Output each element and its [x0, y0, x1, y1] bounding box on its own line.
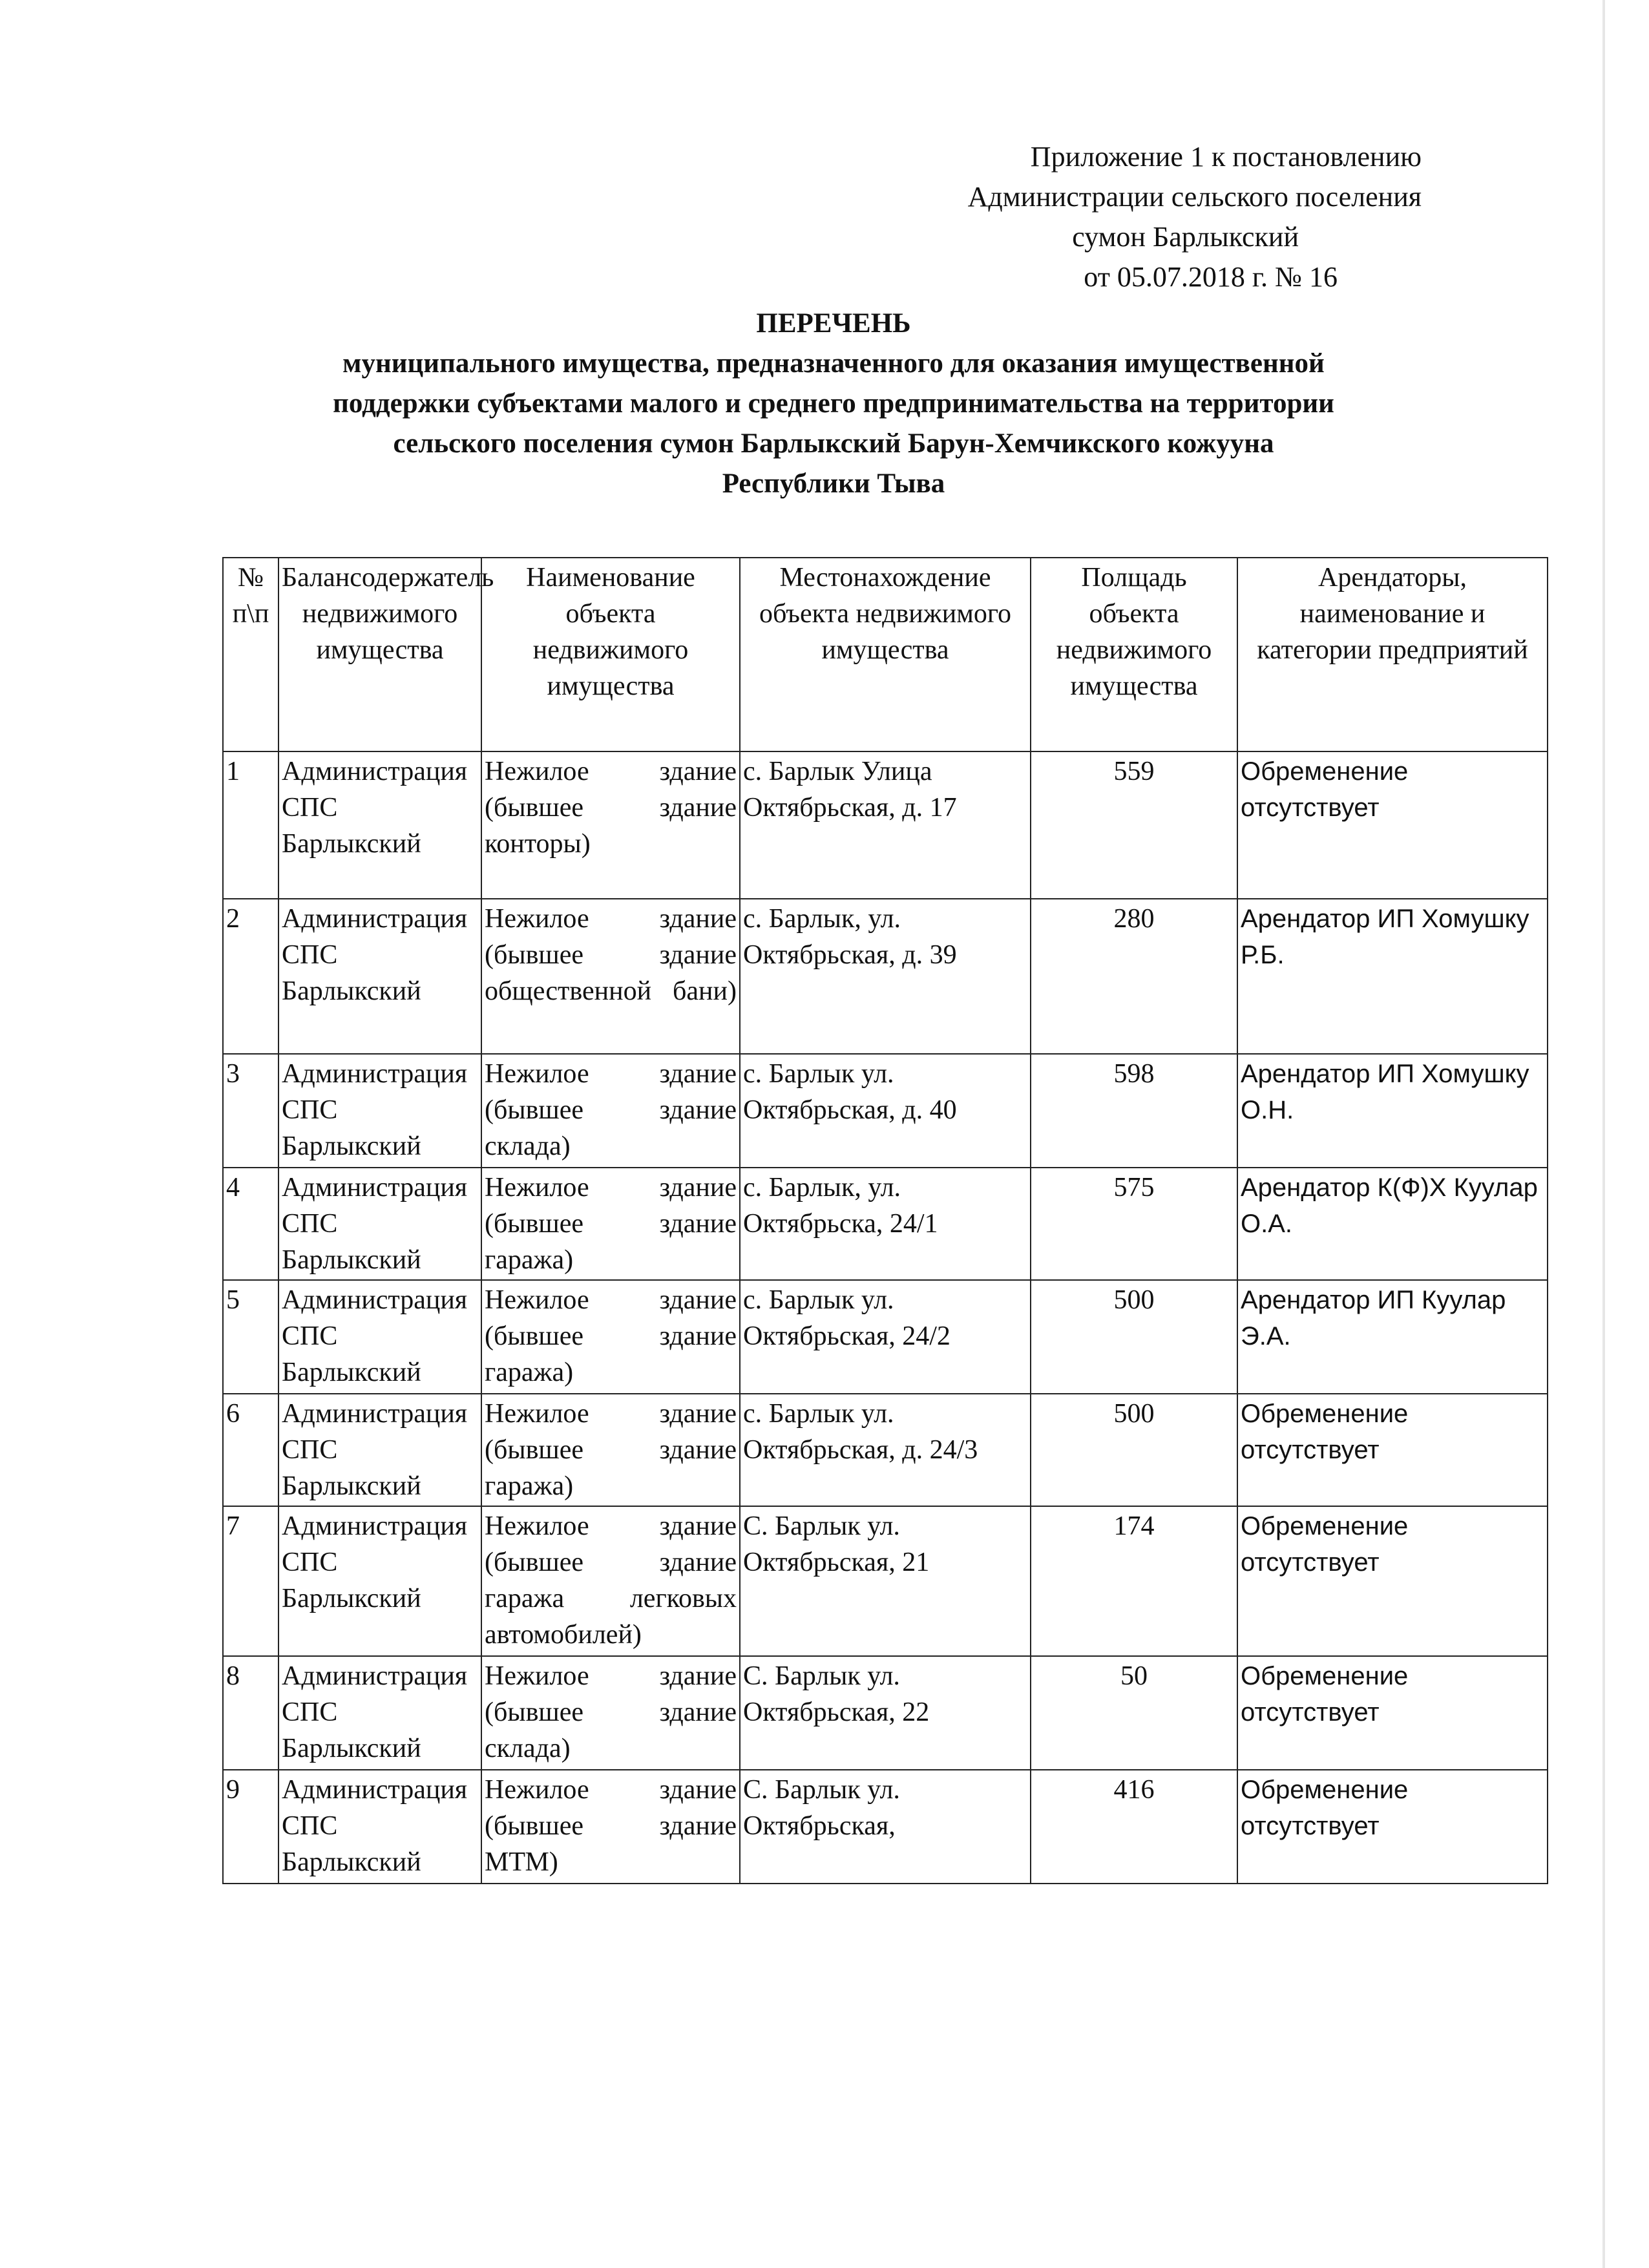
cell-area: 416	[1031, 1770, 1237, 1884]
cell-name: Нежилое здание (бывшее здание конторы)	[481, 751, 740, 899]
cell-area: 598	[1031, 1054, 1237, 1168]
cell-location: с. Барлык, ул. Октябрьская, д. 39	[740, 899, 1031, 1054]
cell-location: с. Барлык ул. Октябрьская, д. 24/3	[740, 1394, 1031, 1506]
cell-tenant: Арендатор ИП Хомушку О.Н.	[1237, 1054, 1548, 1168]
table-row	[223, 1506, 1548, 1656]
cell-location: с. Барлык ул. Октябрьская, 24/2	[740, 1280, 1031, 1394]
cell-num: 4	[223, 1168, 278, 1280]
cell-holder: Администрация СПС Барлыкский	[278, 1656, 481, 1770]
scan-edge-line	[1602, 0, 1605, 2268]
cell-holder: Администрация СПС Барлыкский	[278, 1506, 481, 1656]
cell-holder: Администрация СПС Барлыкский	[278, 1168, 481, 1280]
cell-tenant: Обременение отсутствует	[1237, 1506, 1548, 1656]
cell-tenant: Обременение отсутствует	[1237, 1770, 1548, 1884]
cell-tenant: Арендатор ИП Куулар Э.А.	[1237, 1280, 1548, 1394]
cell-name: Нежилое здание (бывшее здание склада)	[481, 1054, 740, 1168]
cell-name: Нежилое здание (бывшее здание гаража)	[481, 1168, 740, 1280]
cell-name: Нежилое здание (бывшее здание общественной бани)	[481, 899, 740, 1054]
appendix-note	[879, 137, 1422, 297]
cell-holder: Администрация СПС Барлыкский	[278, 1280, 481, 1394]
title-line: поддержки субъектами малого и среднего предпринимательства на территории	[333, 388, 1334, 419]
table-row	[223, 1054, 1548, 1168]
cell-holder: Администрация СПС Барлыкский	[278, 1394, 481, 1506]
cell-num: 3	[223, 1054, 278, 1168]
cell-name: Нежилое здание (бывшее здание гаража)	[481, 1394, 740, 1506]
cell-num: 2	[223, 899, 278, 1054]
cell-holder: Администрация СПС Барлыкский	[278, 751, 481, 899]
cell-location: С. Барлык ул. Октябрьская, 22	[740, 1656, 1031, 1770]
cell-location: С. Барлык ул. Октябрьская, 21	[740, 1506, 1031, 1656]
title-line: муниципального имущества, предназначенного для оказания имущественной	[342, 348, 1325, 379]
title-heading: ПЕРЕЧЕНЬ	[756, 308, 911, 339]
table-header-row	[223, 558, 1548, 751]
cell-num: 7	[223, 1506, 278, 1656]
cell-location: С. Барлык ул. Октябрьская,	[740, 1770, 1031, 1884]
header-num: № п\п	[223, 558, 278, 751]
title-line: сельского поселения сумон Барлыкский Барун-Хемчикского кожууна	[393, 428, 1274, 459]
header-location: Местонахождение объекта недвижимого имущества	[740, 558, 1031, 751]
appendix-line: от 05.07.2018 г. № 16	[1084, 261, 1338, 293]
cell-tenant: Обременение отсутствует	[1237, 1394, 1548, 1506]
cell-name: Нежилое здание (бывшее здание склада)	[481, 1656, 740, 1770]
cell-tenant: Обременение отсутствует	[1237, 751, 1548, 899]
cell-num: 9	[223, 1770, 278, 1884]
appendix-line: сумон Барлыкский	[1072, 221, 1299, 253]
cell-tenant: Арендатор ИП Хомушку Р.Б.	[1237, 899, 1548, 1054]
cell-location: с. Барлык ул. Октябрьская, д. 40	[740, 1054, 1031, 1168]
table-row	[223, 1656, 1548, 1770]
appendix-line: Администрации сельского поселения	[967, 181, 1422, 213]
table-row	[223, 1770, 1548, 1884]
header-tenant: Арендаторы, наименование и категории предприятий	[1237, 558, 1548, 751]
cell-area: 174	[1031, 1506, 1237, 1656]
cell-num: 1	[223, 751, 278, 899]
cell-num: 8	[223, 1656, 278, 1770]
table-row	[223, 1394, 1548, 1506]
cell-holder: Администрация СПС Барлыкский	[278, 1054, 481, 1168]
appendix-line: Приложение 1 к постановлению	[1030, 141, 1422, 173]
cell-location: с. Барлык, ул. Октябрьска, 24/1	[740, 1168, 1031, 1280]
property-table	[222, 557, 1548, 1884]
cell-name: Нежилое здание (бывшее здание МТМ)	[481, 1770, 740, 1884]
cell-name: Нежилое здание (бывшее здание гаража)	[481, 1280, 740, 1394]
cell-num: 5	[223, 1280, 278, 1394]
cell-tenant: Обременение отсутствует	[1237, 1656, 1548, 1770]
cell-area: 575	[1031, 1168, 1237, 1280]
table-row	[223, 1168, 1548, 1280]
cell-area: 280	[1031, 899, 1237, 1054]
cell-num: 6	[223, 1394, 278, 1506]
cell-area: 559	[1031, 751, 1237, 899]
table-row	[223, 899, 1548, 1054]
header-area: Полщадь объекта недвижимого имущества	[1031, 558, 1237, 751]
cell-area: 500	[1031, 1280, 1237, 1394]
header-name: Наименование объекта недвижимого имущества	[481, 558, 740, 751]
table-row	[223, 1280, 1548, 1394]
cell-tenant: Арендатор К(Ф)Х Куулар О.А.	[1237, 1168, 1548, 1280]
cell-holder: Администрация СПС Барлыкский	[278, 1770, 481, 1884]
cell-name: Нежилое здание (бывшее здание гаража легковых автомобилей)	[481, 1506, 740, 1656]
document-title	[194, 304, 1473, 504]
cell-area: 50	[1031, 1656, 1237, 1770]
title-line: Республики Тыва	[722, 468, 945, 499]
cell-location: с. Барлык Улица Октябрьская, д. 17	[740, 751, 1031, 899]
table-row	[223, 751, 1548, 899]
cell-area: 500	[1031, 1394, 1237, 1506]
header-holder: Балансодержатель недвижимого имущества	[278, 558, 481, 751]
cell-holder: Администрация СПС Барлыкский	[278, 899, 481, 1054]
